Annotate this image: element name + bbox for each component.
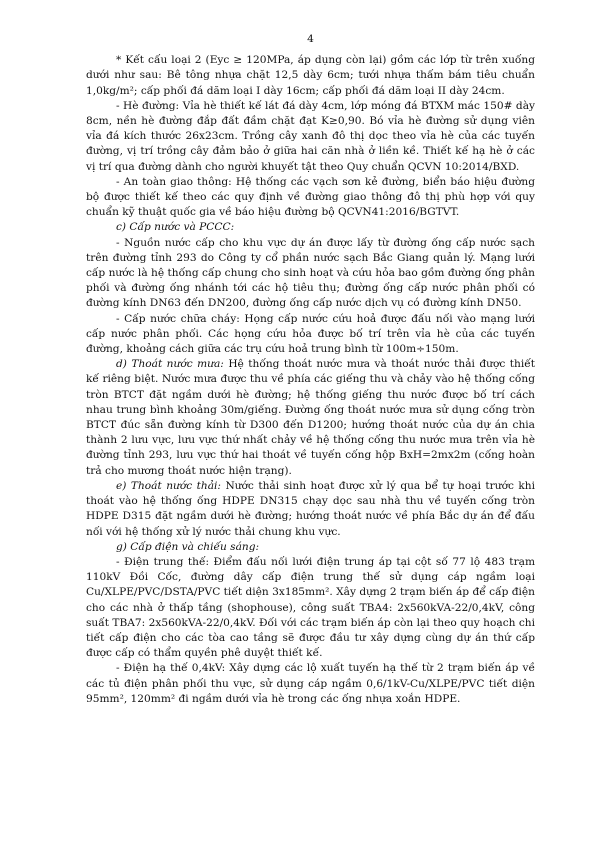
paragraph-traffic-safety: - An toàn giao thông: Hệ thống các vạch sơn kẻ đường, biển báo hiệu đường bộ được thiết kế theo các quy định về đường giao thông đô thị phù hợp với quy chuẩn kỹ thuật quốc gia về báo hiệu đường bộ QCVN41:2016/BGTVT. xyxy=(86,175,535,219)
paragraph-road-structure-type2: * Kết cấu loại 2 (Eyc ≥ 120MPa, áp dụng còn lại) gồm các lớp từ trên xuống dưới như sau: Bê tông nhựa chặt 12,5 dày 6cm; tưới nhựa thấm bám tiêu chuẩn 1,0kg/m²; cấp phối đá dăm loại I dày 16cm; cấp phối đá dăm loại II dày 24cm. xyxy=(86,54,535,97)
paragraph-water-source: - Nguồn nước cấp cho khu vực dự án được lấy từ đường ống cấp nước sạch trên đường tỉnh 293 do Công ty cổ phần nước sạch Bắc Giang quản lý. Mạng lưới cấp nước là hệ thống cấp chung cho sinh hoạt và cứu hỏa bao gồm đường ống phân phối và đường ống nhánh tới các hộ tiêu thụ; đường ống cấp nước phân phối có đường kính DN63 đến DN200, đường ống cấp nước dịch vụ có đường kính DN50. xyxy=(86,236,535,310)
paragraph-fire-water: - Cấp nước chữa cháy: Họng cấp nước cứu hoả được đấu nối vào mạng lưới cấp nước phân phối. Các họng cứu hỏa được bố trí trên vỉa hè của các tuyến đường, khoảng cách giữa các trụ cứu hoả trung bình từ 100m÷150m. xyxy=(86,312,535,356)
paragraph-wastewater xyxy=(86,479,535,540)
section-heading-water-supply: c) Cấp nước và PCCC: xyxy=(116,221,235,234)
paragraph-low-voltage: - Điện hạ thế 0,4kV: Xây dựng các lộ xuất tuyến hạ thế từ 2 trạm biến áp về các tủ điện phân phối thu vực, sử dụng cáp ngầm 0,6/1kV-Cu/XLPE/PVC tiết diện 95mm², 120mm² đi ngầm dưới vỉa hè trong các ống nhựa xoắn HDPE. xyxy=(86,662,535,705)
page-number: 4 xyxy=(307,33,314,45)
paragraph-sidewalk: - Hè đường: Vỉa hè thiết kế lát đá dày 4cm, lớp móng đá BTXM mác 150# dày 8cm, nền hè đường đắp đất đầm chặt đạt K≥0,90. Bó vỉa hè đường sử dụng viên vỉa đá kích thước 26x23cm. Trồng cây xanh đô thị dọc theo vỉa hè của các tuyến đường, vị trí trồng cây đảm bảo ở giữa hai căn nhà ở liền kề. Thiết kế hạ hè ở các vị trí qua đường dành cho người khuyết tật theo Quy chuẩn QCVN 10:2014/BXD. xyxy=(86,99,535,173)
paragraph-medium-voltage: - Điện trung thế: Điểm đấu nối lưới điện trung áp tại cột số 77 lộ 483 trạm 110kV Đồi Cốc, đường dây cấp điện trung thế sử dụng cáp ngầm loại Cu/XLPE/PVC/DSTA/PVC tiết diện 3x185mm². Xây dựng 2 trạm biến áp để cấp điện cho các nhà ở thấp tầng (shophouse), công suất TBA4: 2x560kVA-22/0,4kV, công suất TBA7: 2x560kVA-22/0,4kV. Đối với các trạm biến áp còn lại theo quy hoạch chi tiết cấp điện cho các tòa cao tầng sẽ được đầu tư xây dựng cùng dự án thứ cấp được cấp có thẩm quyền phê duyệt thiết kế. xyxy=(86,555,535,660)
paragraph-wastewater-text: Nước thải sinh hoạt được xử lý qua bể tự hoại trước khi thoát vào hệ thống ống HDPE DN315 chạy dọc sau nhà thu về tuyến cống tròn HDPE D315 đặt ngầm dưới hè đường; hướng thoát nước về phía Bắc dự án để đấu nối với hệ thống xử lý nước thải chung khu vực. xyxy=(86,479,535,538)
section-heading-power-lighting: g) Cấp điện và chiếu sáng: xyxy=(116,540,260,553)
section-heading-wastewater: e) Thoát nước thải: xyxy=(116,479,221,492)
paragraph-stormwater-text: Hệ thống thoát nước mưa và thoát nước thải được thiết kế riêng biệt. Nước mưa được thu về phía các giếng thu và chảy vào hệ thống cống tròn BTCT đặt ngầm dưới hè đường; hệ thống giếng thu nước được bố trí cách nhau trung bình khoảng 30m/giếng. Đường ống thoát nước mưa sử dụng cống tròn BTCT đúc sẵn đường kính từ D300 đến D1200; hướng thoát nước của dự án chia thành 2 lưu vực, lưu vực thứ nhất chảy về hệ thống cống thu nước mưa trên vỉa hè đường tỉnh 293, lưu vực thứ hai thoát về tuyến cống hộp BxH=2mx2m (cống hoàn trả cho mương thoát nước hiện trạng). xyxy=(86,358,535,477)
paragraph-stormwater xyxy=(86,357,535,479)
section-heading-stormwater: d) Thoát nước mưa: xyxy=(116,358,224,371)
